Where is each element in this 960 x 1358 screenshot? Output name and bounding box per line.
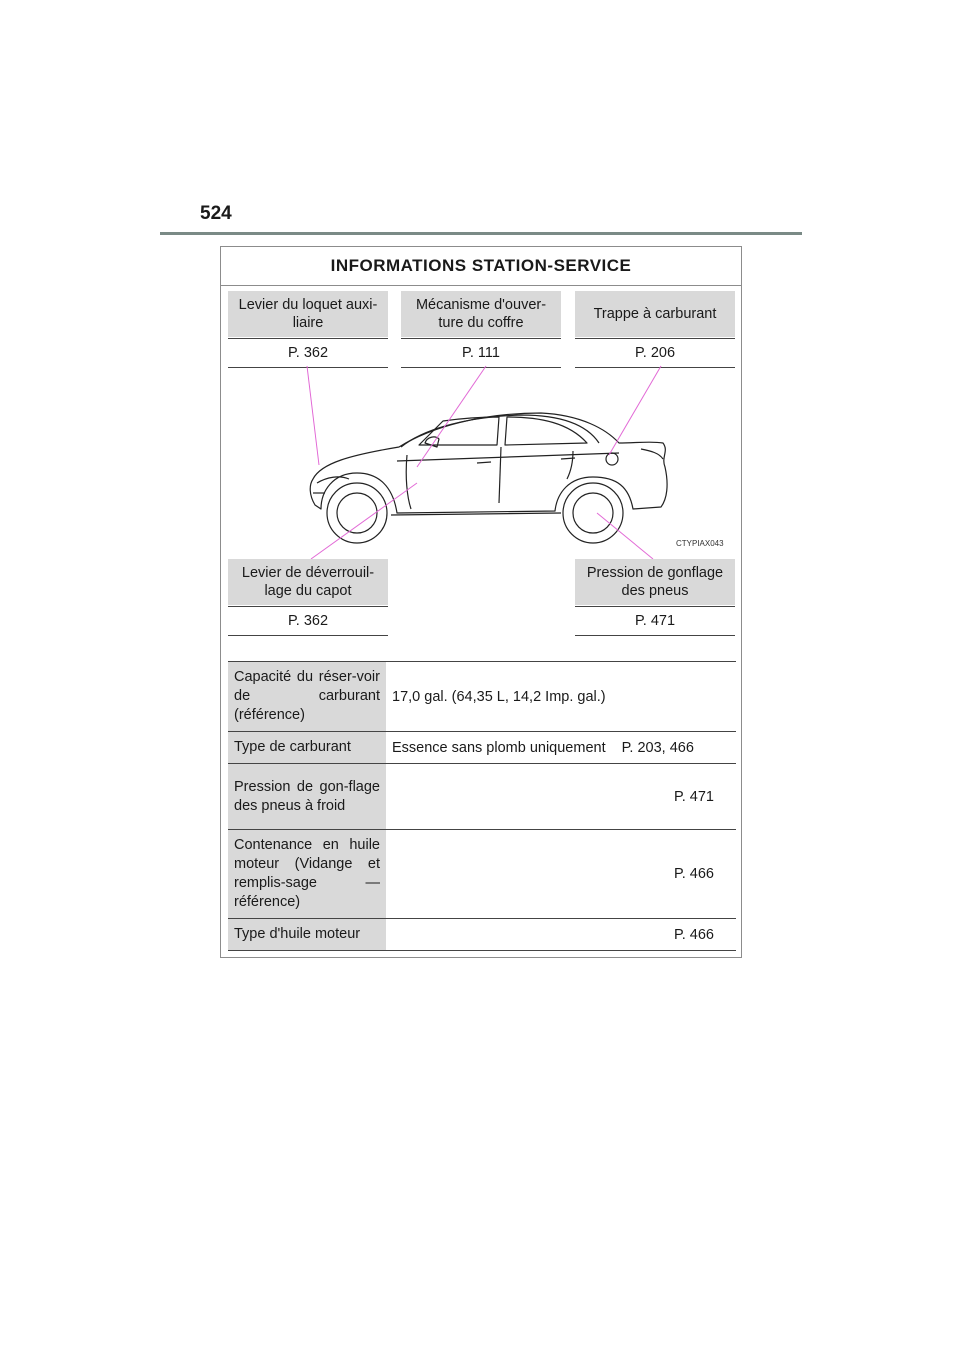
fuel-door-ref: P. 206 (575, 338, 735, 368)
spec-value: P. 471 (386, 764, 736, 830)
aux-latch-ref: P. 362 (228, 338, 388, 368)
spec-label: Pression de gon-flage des pneus à froid (228, 764, 386, 830)
image-code: CTYPIAX043 (676, 539, 724, 548)
spec-table (228, 661, 736, 951)
spec-label: Type d'huile moteur (228, 919, 386, 951)
aux-latch-label: Levier du loquet auxi-liaire (228, 291, 388, 337)
spec-value (386, 732, 736, 764)
spec-label: Type de carburant (228, 732, 386, 764)
table-row (228, 764, 736, 830)
tire-pressure-ref: P. 471 (575, 606, 735, 636)
fuel-door-label: Trappe à carburant (575, 291, 735, 337)
fuel-type-ref: P. 203, 466 (621, 739, 694, 756)
hood-release-label: Levier de déverrouil-lage du capot (228, 559, 388, 605)
spec-value: 17,0 gal. (64,35 L, 14,2 Imp. gal.) (386, 662, 736, 732)
table-row (228, 830, 736, 919)
spec-label: Capacité du réser-voir de carburant (référence) (228, 662, 386, 732)
tire-pressure-label: Pression de gonflage des pneus (575, 559, 735, 605)
car-illustration (310, 413, 667, 543)
trunk-opener-ref: P. 111 (401, 338, 561, 368)
fuel-type-value: Essence sans plomb uniquement (392, 739, 606, 756)
table-row (228, 732, 736, 764)
hood-release-ref: P. 362 (228, 606, 388, 636)
section-title: INFORMATIONS STATION-SERVICE (221, 247, 741, 286)
spec-value: P. 466 (386, 919, 736, 951)
spec-label: Contenance en huile moteur (Vidange et remplis-sage — référence) (228, 830, 386, 919)
trunk-opener-label: Mécanisme d'ouver-ture du coffre (401, 291, 561, 337)
callout-leader-lines (307, 366, 661, 559)
header-rule (160, 232, 802, 235)
spec-value: P. 466 (386, 830, 736, 919)
station-service-panel (220, 246, 742, 958)
table-row (228, 662, 736, 732)
table-row (228, 919, 736, 951)
page-number: 524 (200, 203, 232, 224)
